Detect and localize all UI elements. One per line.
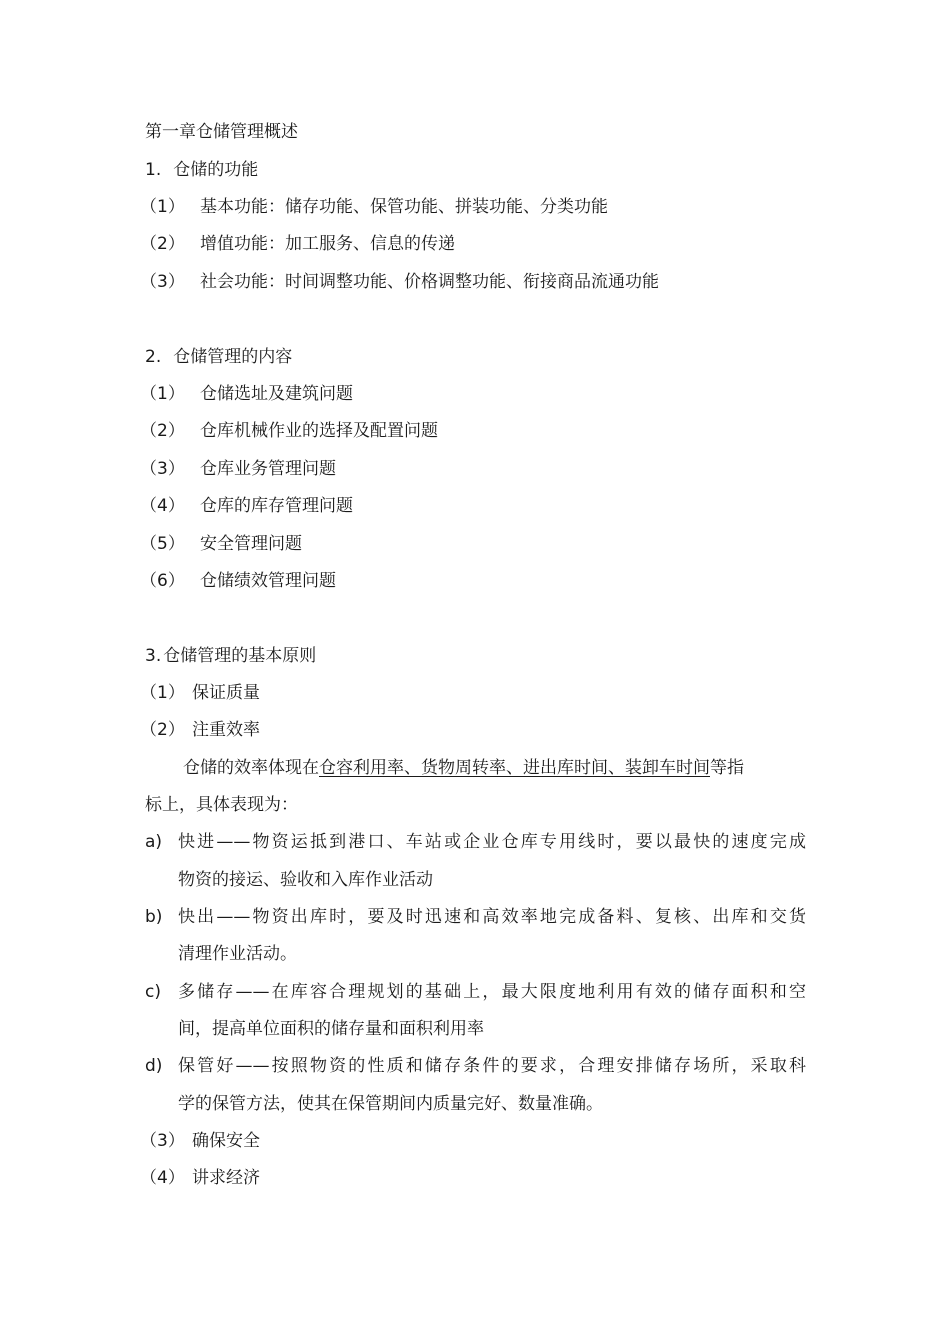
point-marker: b)	[145, 907, 163, 927]
item-text: 仓库业务管理问题	[200, 459, 336, 479]
section-number: 2.	[145, 347, 162, 367]
list-item	[140, 419, 438, 443]
list-item	[140, 270, 659, 294]
item-marker: （3）	[140, 1131, 185, 1151]
point-text: 快进——物资运抵到港口、车站或企业仓库专用线时，要以最快的速度完成	[178, 832, 806, 852]
item-text: 仓储绩效管理问题	[200, 571, 336, 591]
section-title: 仓储的功能	[173, 160, 259, 180]
chapter-title: 第一章仓储管理概述	[145, 122, 298, 142]
item-marker: （4）	[140, 496, 185, 516]
point-text-continued: 清理作业活动。	[178, 944, 297, 964]
item-marker: （2）	[140, 720, 185, 740]
point-text: 保管好——按照物资的性质和储存条件的要求，合理安排储存场所，采取科	[178, 1056, 806, 1076]
item-text: 仓库机械作业的选择及配置问题	[200, 421, 438, 441]
paragraph-tail: 等指	[710, 758, 744, 778]
list-item	[140, 532, 302, 556]
underlined-metrics: 仓容利用率、货物周转率、进出库时间、装卸车时间	[319, 758, 710, 778]
item-marker: （6）	[140, 571, 185, 591]
point-marker: c)	[145, 982, 161, 1002]
section-title: 仓储管理的基本原则	[163, 646, 317, 666]
item-text: 讲求经济	[192, 1168, 260, 1188]
point-marker: a)	[145, 832, 163, 852]
section-heading	[145, 158, 258, 182]
item-text: 注重效率	[192, 720, 260, 740]
item-text: 基本功能：储存功能、保管功能、拼装功能、分类功能	[200, 197, 608, 217]
list-item	[140, 195, 608, 219]
paragraph-line: 标上，具体表现为：	[145, 795, 298, 815]
item-marker: （3）	[140, 272, 185, 292]
item-marker: （1）	[140, 683, 185, 703]
list-item	[140, 1166, 260, 1190]
item-marker: （1）	[140, 384, 185, 404]
list-item	[140, 382, 353, 406]
point-text: 快出——物资出库时，要及时迅速和高效率地完成备料、复核、出库和交货	[178, 907, 806, 927]
item-text: 增值功能：加工服务、信息的传递	[200, 234, 455, 254]
item-marker: （1）	[140, 197, 185, 217]
list-item	[140, 494, 353, 518]
item-marker: （5）	[140, 534, 185, 554]
point-marker: d)	[145, 1056, 163, 1076]
section-heading	[145, 644, 316, 668]
item-text: 保证质量	[192, 683, 260, 703]
item-marker: （3）	[140, 459, 185, 479]
list-item	[140, 718, 260, 742]
item-marker: （4）	[140, 1168, 185, 1188]
paragraph-lead: 仓储的效率体现在	[183, 758, 319, 778]
list-item	[140, 1129, 260, 1153]
section-number: 1.	[145, 160, 162, 180]
item-text: 确保安全	[192, 1131, 260, 1151]
item-text: 安全管理问题	[200, 534, 302, 554]
section-heading	[145, 345, 292, 369]
point-text-continued: 间，提高单位面积的储存量和面积利用率	[178, 1019, 484, 1039]
point-text-continued: 学的保管方法，使其在保管期间内质量完好、数量准确。	[178, 1094, 603, 1114]
list-item	[140, 457, 336, 481]
point-text-continued: 物资的接运、验收和入库作业活动	[178, 870, 433, 890]
item-text: 社会功能：时间调整功能、价格调整功能、衔接商品流通功能	[200, 272, 659, 292]
item-marker: （2）	[140, 421, 185, 441]
section-number: 3.	[145, 646, 162, 666]
paragraph-line	[183, 756, 744, 780]
list-item	[140, 232, 455, 256]
point-text: 多储存——在库容合理规划的基础上，最大限度地利用有效的储存面积和空	[178, 982, 806, 1002]
section-title: 仓储管理的内容	[173, 347, 293, 367]
item-text: 仓库的库存管理问题	[200, 496, 353, 516]
list-item	[140, 681, 260, 705]
list-item	[140, 569, 336, 593]
item-marker: （2）	[140, 234, 185, 254]
item-text: 仓储选址及建筑问题	[200, 384, 353, 404]
